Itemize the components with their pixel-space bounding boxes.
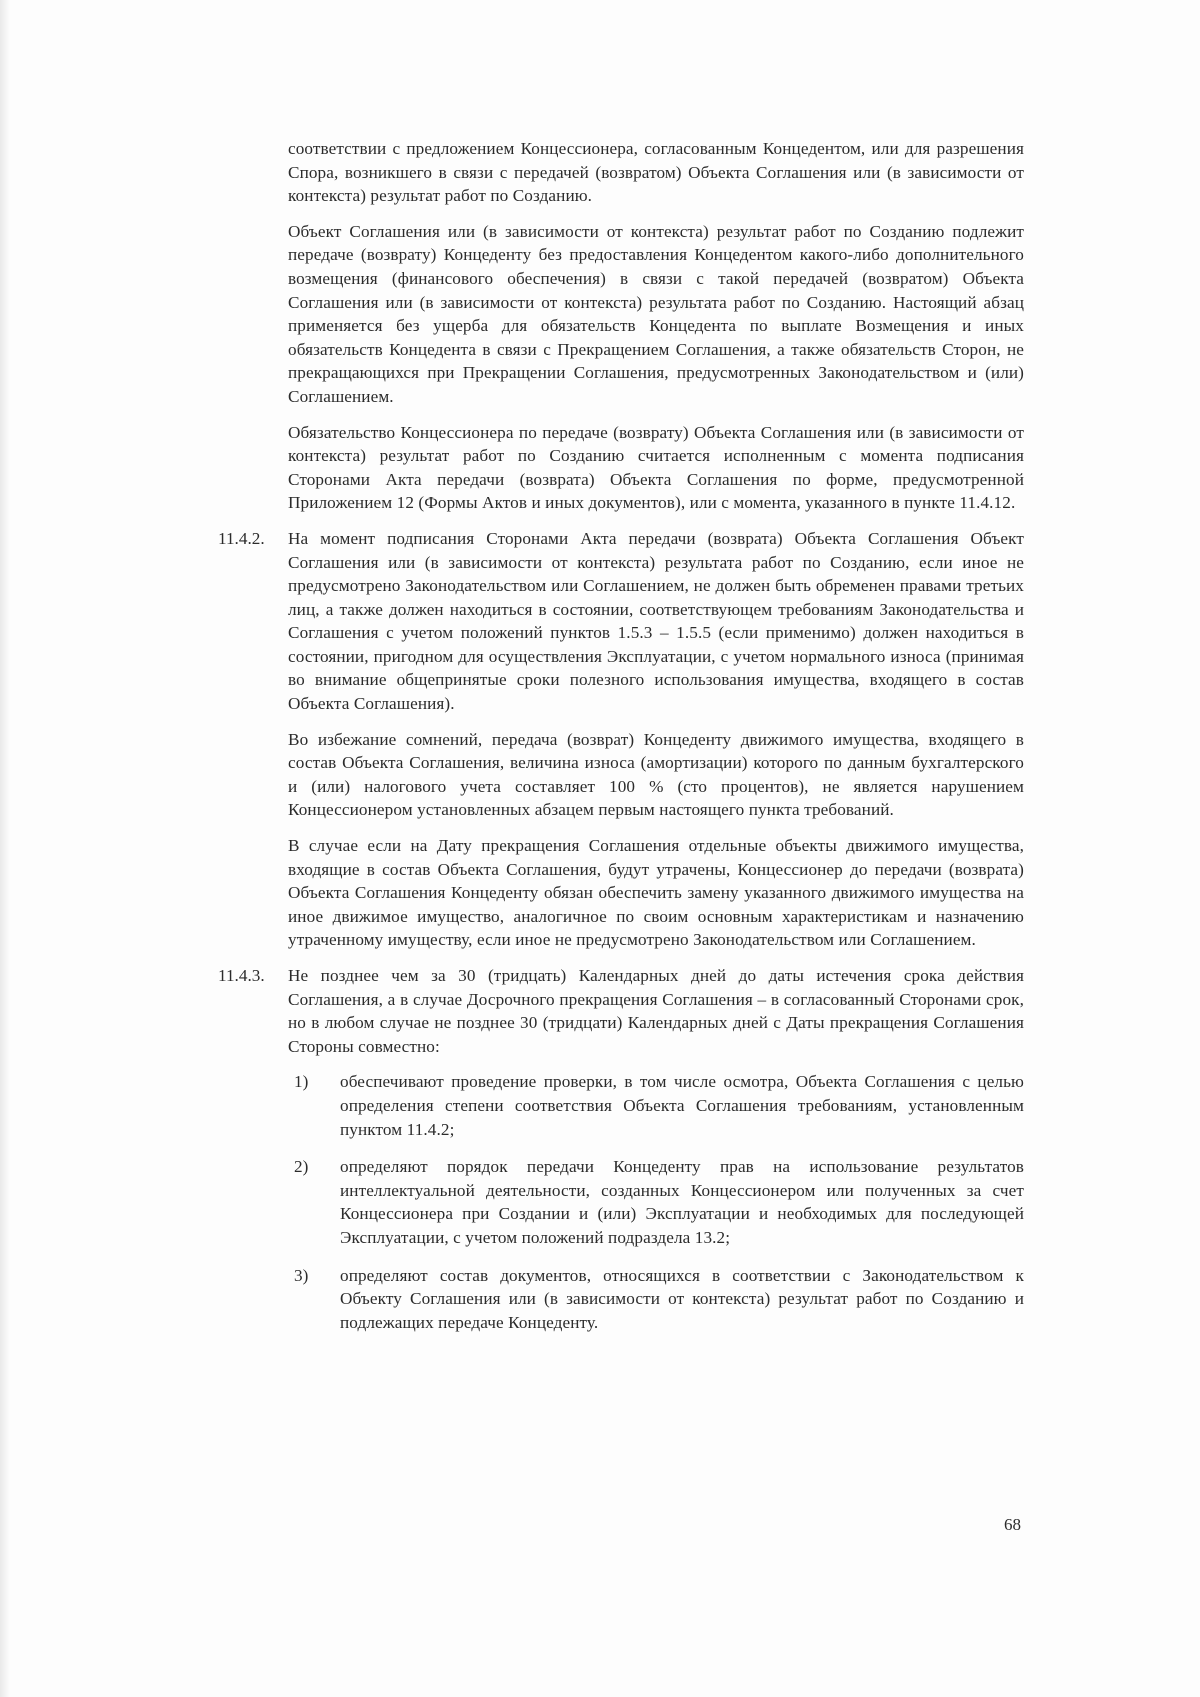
scan-edge-shadow xyxy=(0,0,10,1697)
list-number: 1) xyxy=(294,1072,309,1092)
paragraph: Во избежание сомнений, передача (возврат) Концеденту движимого имущества, входящего в состав Объекта Соглашения, величина износа (амортизации) которого по данным бухгалтерского и (или) налогового учета составляет 100 % (сто процентов), не является нарушением Концессионером установленных абзацем первым настоящего пункта требований. xyxy=(288,729,1024,820)
list-number: 2) xyxy=(294,1157,309,1177)
paragraph: Объект Соглашения или (в зависимости от контекста) результат работ по Созданию подлежит передаче (возврату) Концеденту без предоставления Концедентом какого-либо дополнительного возмещения (финансового обеспечения) в связи с такой передачей (возвратом) Объекта Соглашения или (в зависимости от контекста) результата работ по Созданию. Настоящий абзац применяется без ущерба для обязательств Концедента по выплате Возмещения и иных обязательств Концедента в связи с Прекращением Соглашения, а также обязательств Сторон, не прекращающихся при Прекращении Соглашения, предусмотренных Законодательством и (или) Соглашением. xyxy=(288,221,1024,406)
clause-11-4-3 xyxy=(218,964,1024,1058)
clause-text: На момент подписания Сторонами Акта передачи (возврата) Объекта Соглашения Объект Соглашения или (в зависимости от контекста) результата работ по Созданию, если иное не предусмотрено Законодательством или Соглашением, не должен быть обременен правами третьих лиц, а также должен находиться в состоянии, соответствующем требованиям Законодательства и Соглашения с учетом положений пунктов 1.5.3 – 1.5.5 (если применимо) должен находиться в состоянии, пригодном для осуществления Эксплуатации, с учетом нормального износа (принимая во внимание общепринятые сроки полезного использования имущества, входящего в состав Объекта Соглашения). xyxy=(288,528,1024,714)
list-item xyxy=(288,1155,1024,1249)
clause-11-4-2 xyxy=(218,527,1024,716)
clause-number: 11.4.3. xyxy=(218,966,265,985)
page-number: 68 xyxy=(1004,1515,1021,1534)
clause-text: Не позднее чем за 30 (тридцать) Календарных дней до даты истечения срока действия Соглашения, а в случае Досрочного прекращения Соглашения – в согласованный Сторонами срок, но в любом случае не позднее 30 (тридцати) Календарных дней с Даты прекращения Соглашения Стороны совместно: xyxy=(288,966,1024,1056)
list-number: 3) xyxy=(294,1265,309,1285)
list-item xyxy=(288,1070,1024,1141)
list-item-text: определяют состав документов, относящихся в соответствии с Законодательством к Объекту Соглашения или (в зависимости от контекста) результат работ по Созданию и подлежащих передаче Концеденту. xyxy=(340,1265,1024,1332)
list-item-text: определяют порядок передачи Концеденту прав на использование результатов интеллектуальной деятельности, созданных Концессионером или полученных за счет Концессионера при Создании и (или) Эксплуатации и необходимых для последующей Эксплуатации, с учетом положений подраздела 13.2; xyxy=(340,1157,1024,1247)
document-body xyxy=(218,137,1024,1348)
list-item-text: обеспечивают проведение проверки, в том числе осмотра, Объекта Соглашения с целью определения степени соответствия Объекта Соглашения требованиям, установленным пунктом 11.4.2; xyxy=(340,1072,1024,1139)
paragraph: В случае если на Дату прекращения Соглашения отдельные объекты движимого имущества, входящие в состав Объекта Соглашения, будут утрачены, Концессионер до передачи (возврата) Объекта Соглашения Концеденту обязан обеспечить замену указанного движимого имущества на иное движимое имущество, аналогичное по своим основным характеристикам и назначению утраченному имуществу, если иное не предусмотрено Законодательством или Соглашением. xyxy=(288,836,1024,950)
clause-number: 11.4.2. xyxy=(218,528,265,548)
paragraph: соответствии с предложением Концессионера, согласованным Концедентом, или для разрешения Спора, возникшего в связи с передачей (возвратом) Объекта Соглашения или (в зависимости от контекста) результат работ по Созданию. xyxy=(288,139,1024,206)
list-item xyxy=(288,1264,1024,1335)
paragraph: Обязательство Концессионера по передаче (возврату) Объекта Соглашения или (в зависимости от контекста) результат работ по Созданию считается исполненным с момента подписания Сторонами Акта передачи (возврата) Объекта Соглашения по форме, предусмотренной Приложением 12 (Формы Актов и иных документов), или с момента, указанного в пункте 11.4.12. xyxy=(288,422,1024,513)
